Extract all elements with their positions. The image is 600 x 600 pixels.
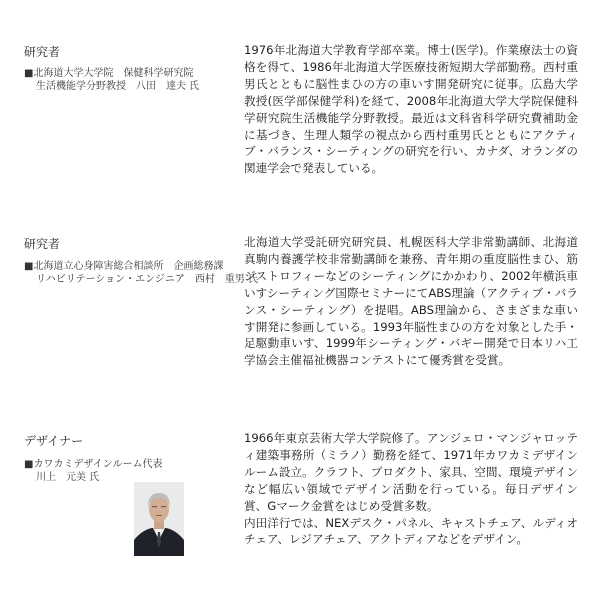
bio-paragraph: 北海道大学受託研究研究員、札幌医科大学非常勤講師、北海道真駒内養護学校非常勤講師を兼務、青年期の重度脳性まひ、筋ジストロフィーなどのシーティングにかかわり、2002年横浜車いすシーティング国際セミナーにてABS理論（アクティブ・バランス・シーティング）を提唱。ABS理論から、さまざまな車いす開発に参画している。1993年脳性まひの方を対象とした手・足駆動車いす、1999年シーティング・バギー開発で日本リハ工学協会主催福祉機器コンテストにて優秀賞を受賞。: [244, 235, 578, 368]
role-label: 研究者: [24, 237, 61, 251]
affiliation: [24, 67, 199, 93]
affiliation: [24, 260, 258, 286]
bio-paragraph: 1976年北海道大学教育学部卒業。博士(医学)。作業療法士の資格を得て、1986年北海道大学医療技術短期大学部勤務。西村重男氏とともに脳性まひの方の車いす開発研究に従事。広島大学教授(医学部保健学科)を経て、2008年北海道大学大学院保健科学研究院生活機能学分野教授。最近は文科省科学研究費補助金に基づき、生理人類学の視点から西村重男氏とともにアクティブ・バランス・シーティングの研究を行い、カナダ、オランダの関連学会で発表している。: [244, 43, 578, 176]
affiliation-line: ■北海道大学大学院 保健科学研究院: [24, 68, 194, 79]
bio-text: [244, 430, 578, 548]
role-label: 研究者: [24, 45, 61, 59]
affiliation-line: ■カワカミデザインルーム代表: [24, 459, 163, 470]
bio-paragraph: 1966年東京芸術大学大学院修了。アンジェロ・マンジャロッティ建築事務所（ミラノ）勤務を経て、1971年カワカミデザインルーム設立。クラフト、プロダクト、家具、空間、環境デザインなど幅広い領域でデザイン活動を行っている。毎日デザイン賞、Gマーク金賞をはじめ受賞多数。: [244, 431, 578, 513]
bio-paragraph: 内田洋行では、NEXデスク・パネル、キャストチェア、ルディオチェア、レジアチェア、アクトディアなどをデザイン。: [244, 515, 578, 547]
portrait-photo: [134, 482, 184, 556]
affiliation-line: 川上 元美 氏: [36, 472, 100, 483]
bio-text: [244, 234, 578, 369]
portrait-image: [134, 482, 184, 556]
bio-text: [244, 42, 578, 177]
role-label: デザイナー: [24, 434, 84, 448]
affiliation-line: 生活機能学分野教授 八田 達夫 氏: [36, 81, 200, 92]
affiliation: [24, 458, 163, 484]
affiliation-line: リハビリテーション・エンジニア 西村 重男 氏: [36, 274, 259, 285]
affiliation-line: ■北海道立心身障害総合相談所 企画総務課: [24, 261, 224, 272]
